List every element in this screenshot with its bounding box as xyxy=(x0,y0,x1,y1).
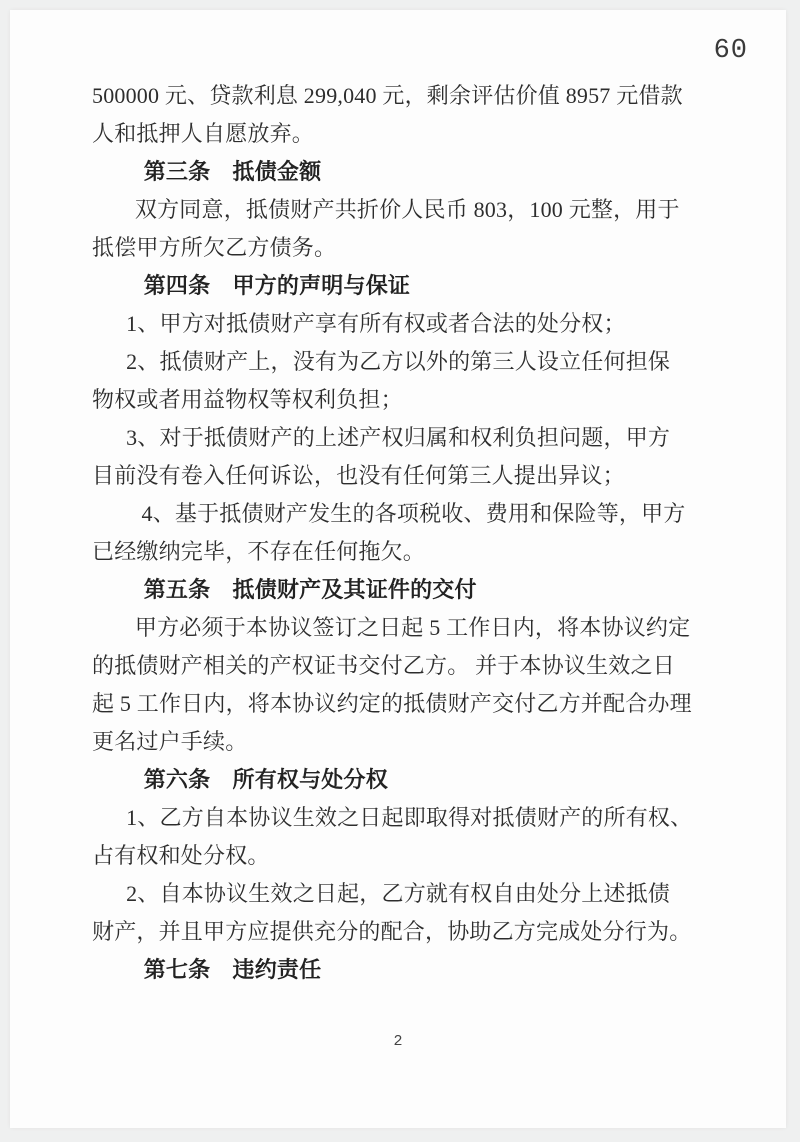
text-line: 2、自本协议生效之日起，乙方就有权自由处分上述抵债 xyxy=(126,881,671,906)
article-heading: 第三条 抵债金额 xyxy=(143,159,322,184)
text-line: 人和抵押人自愿放弃。 xyxy=(92,121,315,146)
text-line: 甲方必须于本协议签订之日起 5 工作日内，将本协议约定 xyxy=(134,615,691,640)
document-page xyxy=(10,10,786,1128)
text-line: 的抵债财产相关的产权证书交付乙方。 并于本协议生效之日 xyxy=(92,653,675,678)
text-line: 双方同意，抵债财产共折价人民币 803，100 元整，用于 xyxy=(134,197,680,222)
text-line: 500000 元、贷款利息 299,040 元，剩余评估价值 8957 元借款 xyxy=(92,83,683,108)
text-line: 占有权和处分权。 xyxy=(92,843,270,868)
text-line: 2、抵债财产上，没有为乙方以外的第三人设立任何担保 xyxy=(126,349,671,374)
text-line: 财产，并且甲方应提供充分的配合，协助乙方完成处分行为。 xyxy=(92,919,692,944)
text-line: 起 5 工作日内，将本协议约定的抵债财产交付乙方并配合办理 xyxy=(92,691,692,716)
text-line: 3、对于抵债财产的上述产权归属和权利负担问题，甲方 xyxy=(126,425,671,450)
article-heading: 第六条 所有权与处分权 xyxy=(143,767,388,792)
text-line: 更名过户手续。 xyxy=(92,729,248,754)
text-line: 4、基于抵债财产发生的各项税收、费用和保险等，甲方 xyxy=(141,501,686,526)
text-line: 目前没有卷入任何诉讼，也没有任何第三人提出异议； xyxy=(92,463,625,488)
document-body xyxy=(92,77,710,989)
article-heading: 第七条 违约责任 xyxy=(143,957,322,982)
scan-page-number: 60 xyxy=(713,36,748,66)
text-line: 1、甲方对抵债财产享有所有权或者合法的处分权； xyxy=(126,311,626,336)
text-line: 已经缴纳完毕，不存在任何拖欠。 xyxy=(92,539,426,564)
footer-page-number: 2 xyxy=(393,1033,403,1050)
text-line: 1、乙方自本协议生效之日起即取得对抵债财产的所有权、 xyxy=(126,805,693,830)
text-line: 物权或者用益物权等权利负担； xyxy=(92,387,403,412)
text-line: 抵偿甲方所欠乙方债务。 xyxy=(92,235,337,260)
article-heading: 第四条 甲方的声明与保证 xyxy=(143,273,411,298)
article-heading: 第五条 抵债财产及其证件的交付 xyxy=(143,577,477,602)
